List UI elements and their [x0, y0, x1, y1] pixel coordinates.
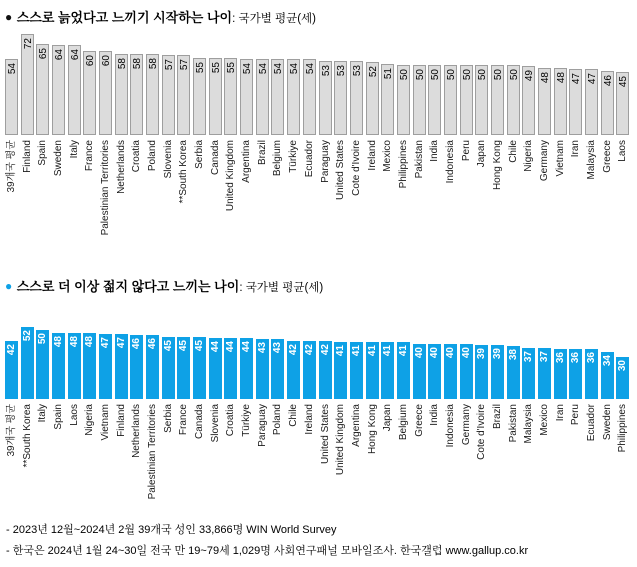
bar — [601, 352, 614, 399]
bar — [256, 339, 269, 399]
bar-value-label: 47 — [100, 337, 112, 349]
bar — [585, 349, 598, 399]
category-label: Cote d'Ivoire — [350, 140, 362, 196]
category-label: Laos — [68, 404, 80, 426]
bar — [177, 337, 190, 399]
bar — [68, 333, 81, 399]
bar-value-label: 36 — [570, 352, 582, 364]
bullet-icon: ● — [5, 279, 13, 293]
category-label: Türkiye — [288, 140, 300, 173]
category-label: Cote d'Ivoire — [476, 404, 488, 460]
bar-value-label: 40 — [429, 347, 441, 359]
bar-value-label: 38 — [507, 349, 519, 361]
category-label: Finland — [21, 140, 33, 173]
bar-value-label: 53 — [336, 65, 348, 77]
category-label: Laos — [617, 140, 629, 162]
bar-value-label: 30 — [617, 360, 629, 372]
bar-value-label: 48 — [539, 72, 551, 84]
bar-value-label: 53 — [351, 65, 363, 77]
bar-value-label: 53 — [320, 65, 332, 77]
bar-value-label: 42 — [288, 344, 300, 356]
bar — [350, 342, 363, 399]
bar-value-label: 36 — [585, 352, 597, 364]
category-label: Paraguay — [256, 404, 268, 447]
bar — [397, 342, 410, 399]
category-label: Hong Kong — [366, 404, 378, 455]
bar — [5, 341, 18, 399]
category-label: Pakistan — [507, 404, 519, 443]
category-label: Paraguay — [319, 140, 331, 183]
category-label: India — [429, 404, 441, 426]
bar-value-label: 41 — [366, 345, 378, 357]
bar — [334, 342, 347, 399]
category-label: 39개국 평균 — [6, 404, 17, 457]
bar-value-label: 55 — [195, 62, 207, 74]
bar-value-label: 48 — [84, 336, 96, 348]
category-label: France — [84, 140, 96, 172]
bar — [569, 349, 582, 399]
bar-value-label: 41 — [382, 345, 394, 357]
category-label: Slovenia — [162, 140, 174, 179]
category-label: Philippines — [617, 404, 629, 453]
category-label: Hong Kong — [491, 140, 503, 191]
bar-value-label: 39 — [476, 348, 488, 360]
bar — [554, 349, 567, 399]
bar — [522, 348, 535, 399]
bar-value-label: 42 — [6, 344, 17, 356]
bar-value-label: 47 — [571, 73, 583, 85]
bar-value-label: 37 — [538, 351, 550, 363]
category-label: United States — [319, 404, 331, 465]
bar — [162, 337, 175, 399]
category-label: Iran — [570, 140, 582, 158]
bar — [115, 334, 128, 399]
bar — [36, 330, 49, 399]
category-label: United Kingdom — [225, 140, 237, 212]
bar-value-label: 50 — [430, 69, 442, 81]
category-label: Netherlands — [115, 140, 127, 194]
category-label: Serbia — [162, 404, 174, 433]
category-label: Vietnam — [554, 140, 566, 177]
bar-value-label: 57 — [179, 59, 191, 71]
category-label: India — [429, 140, 441, 162]
category-label: Germany — [460, 404, 472, 446]
bar-value-label: 36 — [554, 352, 566, 364]
category-label: Spain — [37, 140, 49, 166]
category-label: Poland — [147, 140, 159, 172]
category-label: Argentina — [241, 140, 253, 183]
category-label: Pakistan — [413, 140, 425, 179]
bar-value-label: 58 — [148, 58, 160, 70]
bar — [209, 338, 222, 399]
category-label: Croatia — [131, 140, 143, 173]
bar — [616, 357, 629, 399]
bar — [475, 345, 488, 399]
category-label: Malaysia — [523, 404, 535, 444]
bar-value-label: 43 — [272, 342, 284, 354]
category-label: Brazil — [256, 140, 268, 166]
category-label: Chile — [507, 140, 519, 163]
bar-value-label: 34 — [601, 355, 613, 367]
bar — [538, 348, 551, 399]
category-label: Netherlands — [131, 404, 143, 458]
bar-value-label: 60 — [101, 55, 113, 67]
bar-value-label: 49 — [524, 70, 536, 82]
bar-value-label: 47 — [586, 73, 598, 85]
category-label: Japan — [382, 404, 394, 432]
bar-value-label: 37 — [523, 351, 535, 363]
category-label: Spain — [53, 404, 65, 430]
category-label: Nigeria — [523, 140, 535, 172]
bar-value-label: 50 — [477, 69, 489, 81]
category-label: Nigeria — [84, 404, 96, 436]
bar-value-label: 40 — [413, 347, 425, 359]
category-label: Italy — [68, 140, 80, 159]
category-label: Türkiye — [241, 404, 253, 437]
category-label: United Kingdom — [335, 404, 347, 476]
category-label: Belgium — [397, 404, 409, 441]
bar-value-label: 54 — [273, 63, 285, 75]
category-label: **South Korea — [21, 404, 33, 468]
bar-value-label: 50 — [508, 69, 520, 81]
category-label: Greece — [413, 404, 425, 437]
bar-value-label: 42 — [303, 344, 315, 356]
bar — [460, 344, 473, 399]
category-label: Ireland — [303, 404, 315, 435]
bar-value-label: 40 — [460, 347, 472, 359]
category-label: Indonesia — [444, 140, 456, 184]
footnote-line: - 2023년 12월~2024년 2월 39개국 성인 33,866명 WIN World Survey — [6, 524, 337, 536]
bar — [413, 344, 426, 399]
category-label: Germany — [538, 140, 550, 182]
bar — [491, 345, 504, 399]
bar-value-label: 50 — [414, 69, 426, 81]
bar-value-label: 54 — [289, 63, 301, 75]
bar-value-label: 58 — [116, 58, 128, 70]
category-label: Palestinian Territories — [147, 404, 159, 500]
footnote-line: - 한국은 2024년 1월 24~30일 전국 만 19~79세 1,029명 사회연구패널 모바일조사. 한국갤럽 www.gallup.co.kr — [6, 545, 529, 557]
bar-value-label: 51 — [383, 68, 395, 80]
bar-value-label: 50 — [398, 69, 410, 81]
category-label: Ireland — [366, 140, 378, 171]
bar-value-label: 50 — [445, 69, 457, 81]
bar-value-label: 54 — [304, 63, 316, 75]
category-label: Canada — [194, 404, 206, 440]
category-label: Mexico — [382, 140, 394, 172]
bar-value-label: 64 — [54, 49, 66, 61]
bar-value-label: 48 — [68, 336, 80, 348]
bar-value-label: 44 — [209, 341, 221, 353]
category-label: Belgium — [272, 140, 284, 177]
bar-value-label: 41 — [350, 345, 362, 357]
bar-value-label: 52 — [21, 330, 33, 342]
bar-value-label: 45 — [162, 340, 174, 352]
bar-value-label: 48 — [555, 72, 567, 84]
category-label: Palestinian Territories — [100, 140, 112, 236]
category-label: Indonesia — [444, 404, 456, 448]
bar-value-label: 42 — [319, 344, 331, 356]
category-label: Brazil — [491, 404, 503, 430]
category-label: Italy — [37, 404, 49, 423]
category-label: Sweden — [53, 140, 65, 177]
category-label: France — [178, 404, 190, 436]
bar — [428, 344, 441, 399]
category-label: Poland — [272, 404, 284, 436]
bar — [130, 335, 143, 399]
chart1-title-main: 스스로 늙었다고 느끼기 시작하는 나이 — [16, 10, 233, 25]
bar-value-label: 54 — [7, 63, 18, 75]
bar-value-label: 45 — [194, 340, 206, 352]
bar-value-label: 55 — [226, 62, 238, 74]
bar — [366, 342, 379, 399]
bar-value-label: 52 — [367, 66, 379, 78]
category-label: Peru — [460, 140, 472, 162]
category-label: Mexico — [538, 404, 550, 436]
category-label: Chile — [288, 404, 300, 427]
bar — [99, 334, 112, 399]
category-label: Sweden — [601, 404, 613, 441]
bar-value-label: 64 — [69, 49, 81, 61]
bar-value-label: 65 — [38, 48, 50, 60]
category-label: United States — [335, 140, 347, 201]
bar — [52, 333, 65, 399]
bar-value-label: 50 — [461, 69, 473, 81]
bar-value-label: 57 — [163, 59, 175, 71]
bar-value-label: 46 — [602, 75, 614, 87]
chart1-title-suffix: : 국가별 평균(세) — [232, 13, 316, 25]
bar — [507, 346, 520, 399]
bar-value-label: 55 — [210, 62, 222, 74]
bar-value-label: 46 — [147, 338, 159, 350]
bullet-icon: ● — [5, 10, 13, 24]
bar-value-label: 44 — [241, 341, 253, 353]
bar-value-label: 54 — [257, 63, 269, 75]
bar-value-label: 44 — [225, 341, 237, 353]
bar-value-label: 45 — [178, 340, 190, 352]
bar-value-label: 40 — [444, 347, 456, 359]
bar — [287, 341, 300, 399]
category-label: Croatia — [225, 404, 237, 437]
bar — [303, 341, 316, 399]
bar — [271, 339, 284, 399]
category-label: Finland — [115, 404, 127, 437]
bar — [319, 341, 332, 399]
bar — [381, 342, 394, 399]
category-label: Malaysia — [585, 140, 597, 180]
bar-value-label: 41 — [397, 345, 409, 357]
category-label: Greece — [601, 140, 613, 173]
bar-value-label: 50 — [492, 69, 504, 81]
bar — [146, 335, 159, 399]
bar-value-label: 60 — [85, 55, 97, 67]
category-label: Philippines — [397, 140, 409, 189]
chart2-title-suffix: : 국가별 평균(세) — [239, 282, 324, 294]
bar-value-label: 39 — [491, 348, 503, 360]
category-label: Serbia — [194, 140, 206, 169]
chart2-title-main: 스스로 더 이상 젊지 않다고 느끼는 나이 — [16, 279, 240, 294]
bar — [224, 338, 237, 399]
category-label: Slovenia — [209, 404, 221, 443]
bar-value-label: 58 — [132, 58, 144, 70]
bar-value-label: 41 — [335, 345, 347, 357]
bar-value-label: 48 — [53, 336, 65, 348]
footnotes — [6, 520, 528, 562]
category-label: Canada — [209, 140, 221, 176]
bar — [21, 327, 34, 399]
bar — [193, 337, 206, 399]
bar-value-label: 45 — [618, 76, 630, 88]
category-label: 39개국 평균 — [6, 140, 17, 193]
bar-value-label: 54 — [242, 63, 254, 75]
bar-value-label: 46 — [131, 338, 143, 350]
category-label: Iran — [554, 404, 566, 422]
category-label: Japan — [476, 140, 488, 168]
category-label: Peru — [570, 404, 582, 426]
bar — [444, 344, 457, 399]
bar — [83, 333, 96, 399]
category-label: Argentina — [350, 404, 362, 447]
bar — [240, 338, 253, 399]
bar-value-label: 43 — [256, 342, 268, 354]
category-label: Ecuador — [585, 404, 597, 442]
category-label: **South Korea — [178, 140, 190, 204]
category-label: Vietnam — [100, 404, 112, 441]
bar-value-label: 47 — [115, 337, 127, 349]
bar-value-label: 72 — [22, 38, 34, 50]
category-label: Ecuador — [303, 140, 315, 178]
bar-value-label: 50 — [37, 333, 49, 345]
